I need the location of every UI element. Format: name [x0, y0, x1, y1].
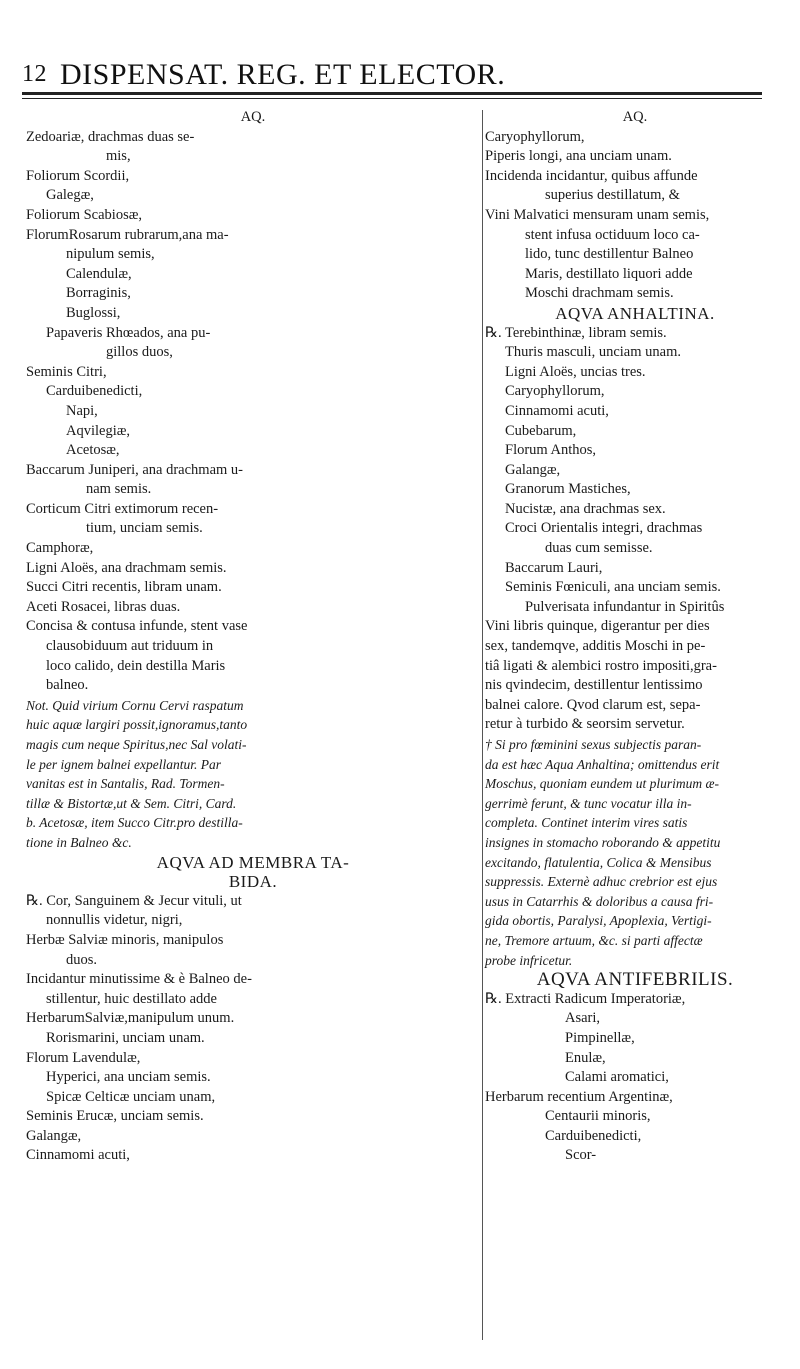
- text-line: Thuris masculi, unciam unam.: [505, 344, 681, 361]
- page-title: DISPENSAT. REG. ET ELECTOR.: [60, 58, 506, 91]
- header-rule: [22, 92, 762, 95]
- text-line: balnei calore. Qvod clarum est, sepa-: [485, 696, 701, 713]
- text-line: Vini Malvatici mensuram unam semis,: [485, 206, 710, 223]
- text-line: gida obortis, Paralysi, Apoplexia, Vertigi-: [485, 913, 712, 929]
- text-line: tillæ & Bistortæ,ut & Sem. Citri, Card.: [26, 795, 237, 811]
- text-line: lido, tunc destillentur Balneo: [525, 246, 694, 263]
- text-line: huic aquæ largiri possit,ignoramus,tanto: [26, 717, 248, 733]
- text-line: Florum Anthos,: [505, 442, 597, 459]
- text-line: Spicæ Celticæ unciam unam,: [46, 1088, 216, 1105]
- text-line: Napi,: [66, 402, 98, 419]
- text-line: Seminis Fœniculi, ana unciam semis.: [505, 579, 721, 596]
- text-line: Herbarum recentium Argentinæ,: [485, 1088, 673, 1105]
- text-line: sex, tandemqve, additis Moschi in pe-: [485, 638, 706, 655]
- text-line: Aqvilegiæ,: [66, 422, 131, 439]
- text-line: clausobiduum aut triduum in: [46, 638, 214, 655]
- text-line: Nucistæ, ana drachmas sex.: [505, 500, 666, 517]
- text-line: Foliorum Scabiosæ,: [26, 206, 143, 223]
- text-line: balneo.: [46, 677, 89, 694]
- text-line: Aceti Rosacei, libras duas.: [26, 598, 181, 615]
- text-line: Pimpinellæ,: [565, 1029, 635, 1046]
- running-header: [22, 60, 782, 90]
- text-line: excitando, flatulentia, Colica & Mensibus: [485, 854, 712, 870]
- text-line: Granorum Mastiches,: [505, 481, 631, 498]
- text-line: nipulum semis,: [66, 246, 155, 263]
- text-line: Succi Citri recentis, libram unam.: [26, 579, 222, 596]
- text-line: loco calido, dein destilla Maris: [46, 657, 226, 674]
- text-line: Baccarum Juniperi, ana drachmam u-: [26, 461, 244, 478]
- right-column: [485, 108, 785, 1166]
- text-line: Piperis longi, ana unciam unam.: [485, 148, 672, 165]
- text-line: Maris, destillato liquori adde: [525, 265, 693, 282]
- text-line: stent infusa octiduum loco ca-: [525, 226, 700, 243]
- text-line: Asari,: [565, 1010, 601, 1027]
- text-line: vanitas est in Santalis, Rad. Tormen-: [26, 776, 225, 792]
- text-line: stillentur, huic destillato adde: [46, 990, 217, 1007]
- text-line: duas cum semisse.: [545, 540, 653, 557]
- text-line: Not. Quid virium Cornu Cervi raspatum: [26, 697, 244, 713]
- text-line: Caryophyllorum,: [505, 383, 605, 400]
- text-line: Calendulæ,: [66, 265, 132, 282]
- text-line: AQ.: [240, 109, 266, 125]
- text-line: completa. Continet interim vires satis: [485, 815, 688, 831]
- text-line: superius destillatum, &: [545, 187, 680, 204]
- text-line: Incidantur minutissime & è Balneo de-: [26, 971, 252, 988]
- text-line: Galegæ,: [46, 187, 94, 204]
- text-line: tione in Balneo &c.: [26, 834, 132, 850]
- text-line: Foliorum Scordii,: [26, 167, 130, 184]
- text-line: suppressis. Externè adhuc crebrior est ejus: [485, 874, 718, 890]
- text-line: ne, Tremore artuum, &c. si parti affectæ: [485, 932, 703, 948]
- text-line: gillos duos,: [106, 344, 173, 361]
- text-line: ℞. Terebinthinæ, libram semis.: [485, 324, 667, 341]
- text-line: AQVA ANHALTINA.: [555, 303, 715, 323]
- text-line: Vini libris quinque, digerantur per dies: [485, 618, 710, 635]
- text-line: Cinnamomi acuti,: [505, 402, 609, 419]
- text-line: Corticum Citri extimorum recen-: [26, 500, 219, 517]
- text-line: Caryophyllorum,: [485, 128, 585, 145]
- text-line: Scor-: [565, 1147, 597, 1164]
- text-line: Carduibenedicti,: [46, 383, 143, 400]
- text-line: Baccarum Lauri,: [505, 559, 603, 576]
- text-line: BIDA.: [228, 872, 278, 892]
- text-line: Concisa & contusa infunde, stent vase: [26, 618, 248, 635]
- text-line: duos.: [66, 951, 98, 968]
- text-line: Seminis Citri,: [26, 363, 107, 380]
- text-line: † Si pro fœminini sexus subjectis paran-: [485, 737, 702, 752]
- text-line: mis,: [106, 148, 131, 165]
- text-line: Galangæ,: [26, 1127, 82, 1144]
- left-column: [26, 108, 480, 1166]
- text-line: AQVA ANTIFEBRILIS.: [536, 969, 734, 991]
- text-line: Centaurii minoris,: [545, 1108, 651, 1125]
- text-line: retur à turbido & seorsim servetur.: [485, 716, 685, 733]
- text-line: Camphoræ,: [26, 540, 94, 557]
- text-line: Galangæ,: [505, 461, 561, 478]
- text-line: Cinnamomi acuti,: [26, 1147, 130, 1164]
- text-line: magis cum neque Spiritus,nec Sal volati-: [26, 737, 247, 752]
- text-line: le per ignem balnei expellantur. Par: [26, 756, 221, 772]
- text-line: usus in Catarrhis & doloribus a causa fri-: [485, 893, 714, 909]
- text-line: Ligni Aloës, ana drachmam semis.: [26, 559, 227, 576]
- text-line: Florum Lavendulæ,: [26, 1049, 141, 1066]
- text-line: Moschus, quoniam eundem ut plurimum æ-: [485, 776, 719, 792]
- text-line: Papaveris Rhœados, ana pu-: [46, 324, 211, 341]
- column-divider: [482, 110, 483, 1340]
- text-line: Acetosæ,: [66, 442, 120, 459]
- header-rule-thin: [22, 98, 762, 99]
- text-line: FlorumRosarum rubrarum,ana ma-: [26, 226, 229, 243]
- text-line: Zedoariæ, drachmas duas se-: [26, 128, 195, 145]
- text-line: Enulæ,: [565, 1049, 606, 1066]
- text-line: AQ.: [622, 109, 648, 125]
- text-line: insignes in stomacho roborando & appetitu: [485, 834, 721, 850]
- text-line: Incidenda incidantur, quibus affunde: [485, 167, 698, 184]
- text-line: Borraginis,: [66, 285, 131, 302]
- text-line: tium, unciam semis.: [86, 520, 203, 537]
- text-line: Buglossi,: [66, 304, 121, 321]
- text-line: tiâ ligati & alembici rostro impositi,gra-: [485, 657, 717, 674]
- text-line: da est hæc Aqua Anhaltina; omittendus erit: [485, 756, 720, 772]
- text-line: Cubebarum,: [505, 422, 577, 439]
- text-line: nam semis.: [86, 481, 152, 498]
- text-line: Pulverisata infundantur in Spiritûs: [525, 598, 725, 615]
- text-line: gerrimè ferunt, & tunc vocatur illa in-: [485, 795, 692, 811]
- text-line: Herbæ Salviæ minoris, manipulos: [26, 931, 224, 948]
- text-line: nonnullis videtur, nigri,: [46, 912, 183, 929]
- text-line: ℞. Extracti Radicum Imperatoriæ,: [485, 990, 686, 1007]
- text-line: Seminis Erucæ, unciam semis.: [26, 1108, 204, 1125]
- text-line: Rorismarini, unciam unam.: [46, 1029, 205, 1046]
- text-line: AQVA AD MEMBRA TA-: [156, 852, 350, 872]
- text-line: HerbarumSalviæ,manipulum unum.: [26, 1010, 235, 1027]
- text-line: Croci Orientalis integri, drachmas: [505, 520, 703, 537]
- text-line: probe infricetur.: [485, 952, 573, 968]
- text-line: Hyperici, ana unciam semis.: [46, 1069, 211, 1086]
- text-line: b. Acetosæ, item Succo Citr.pro destilla-: [26, 815, 243, 831]
- text-line: Carduibenedicti,: [545, 1127, 642, 1144]
- text-line: Ligni Aloës, uncias tres.: [505, 363, 646, 380]
- text-line: ℞. Cor, Sanguinem & Jecur vituli, ut: [26, 892, 242, 909]
- page-number: 12: [22, 61, 47, 87]
- text-line: Moschi drachmam semis.: [525, 285, 674, 302]
- text-line: nis qvindecim, destillentur lentissimo: [485, 677, 703, 694]
- text-line: Calami aromatici,: [565, 1069, 669, 1086]
